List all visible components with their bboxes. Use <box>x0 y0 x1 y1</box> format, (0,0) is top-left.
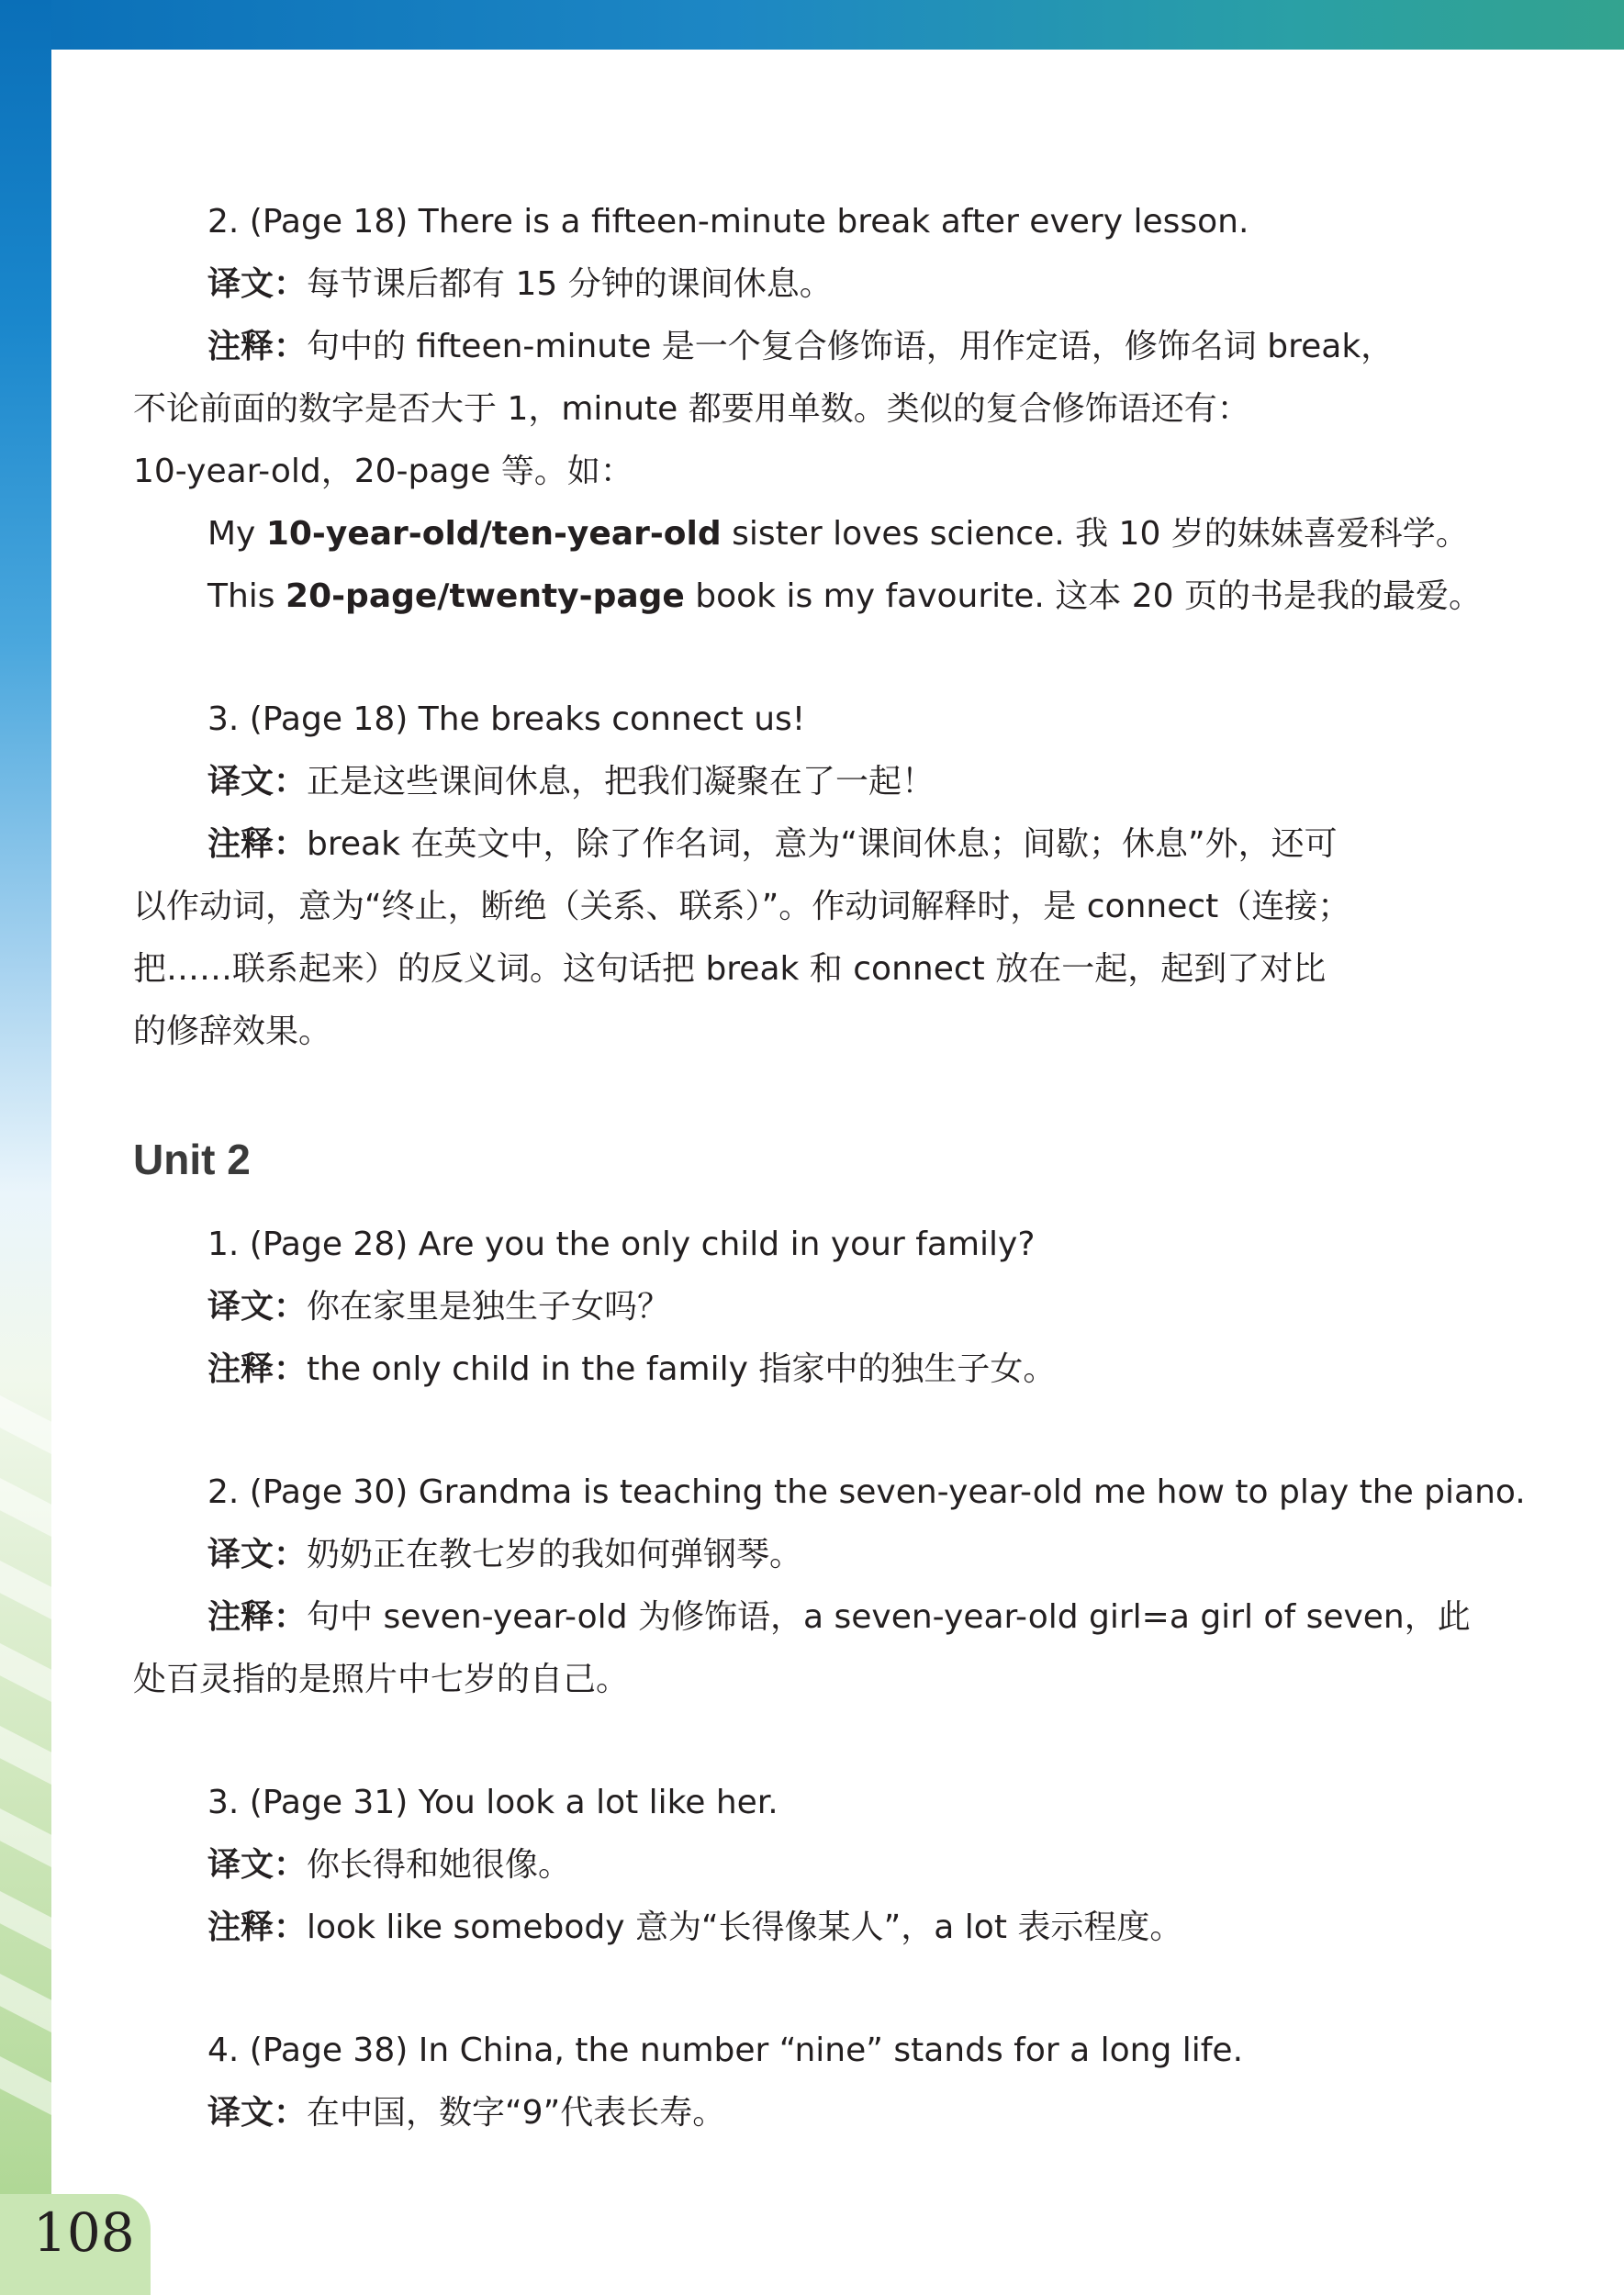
note-label: 注释： <box>207 328 308 365</box>
chevron-decoration <box>0 1974 51 2032</box>
note-text: 处百灵指的是照片中七岁的自己。 <box>133 1661 630 1698</box>
chevron-decoration <box>0 1726 51 1785</box>
translation-text: 你长得和她很像。 <box>307 1846 572 1884</box>
translation-label: 译文： <box>207 2094 308 2132</box>
translation-label: 译文： <box>207 1288 308 1326</box>
translation-text: 在中国，数字“9”代表长寿。 <box>307 2094 726 2132</box>
translation-label: 译文： <box>207 1536 308 1573</box>
example-text: This <box>207 577 286 615</box>
note-text: 10-year-old，20-page 等。如： <box>133 453 633 490</box>
example-text: book is my favourite. 这本 20 页的书是我的最爱。 <box>684 577 1483 615</box>
note-text: break 在英文中，除了作名词，意为“课间休息；间歇；休息”外，还可 <box>307 825 1338 863</box>
translation-label: 译文： <box>207 763 308 800</box>
top-decorative-band <box>0 0 1624 50</box>
note-text: the only child in the family 指家中的独生子女。 <box>307 1350 1057 1388</box>
note-label: 注释： <box>207 1598 308 1636</box>
chevron-decoration <box>0 1891 51 1950</box>
example-text: My <box>207 515 266 553</box>
translation-line <box>207 2091 725 2135</box>
note-label: 注释： <box>207 1909 308 1946</box>
left-decorative-band <box>0 0 51 2295</box>
question-text: 3. (Page 31) You look a lot like her. <box>207 1784 778 1821</box>
note-text: 句中 seven-year-old 为修饰语，a seven-year-old girl=a girl of seven，此 <box>307 1598 1471 1636</box>
note-line <box>207 823 1338 867</box>
question-text: 3. (Page 18) The breaks connect us! <box>207 700 806 738</box>
chevron-decoration <box>0 1643 51 1702</box>
note-line <box>207 1906 1182 1950</box>
question-text: 2. (Page 18) There is a fifteen-minute break after every lesson. <box>207 203 1249 241</box>
translation-line <box>207 263 833 307</box>
translation-line <box>207 760 935 804</box>
question-text: 1. (Page 28) Are you the only child in your family? <box>207 1226 1036 1263</box>
example-bold-text: 10-year-old/ten-year-old <box>265 515 722 553</box>
example-bold-text: 20-page/twenty-page <box>286 577 685 615</box>
chevron-decoration <box>0 1808 51 1867</box>
chevron-decoration <box>0 1561 51 1619</box>
question-text: 2. (Page 30) Grandma is teaching the seven-year-old me how to play the piano. <box>207 1473 1526 1511</box>
example-sentence <box>207 575 1482 619</box>
note-label: 注释： <box>207 1350 308 1388</box>
unit-heading: Unit 2 <box>133 1136 251 1183</box>
translation-line <box>207 1533 802 1577</box>
translation-text: 正是这些课间休息，把我们凝聚在了一起！ <box>307 763 935 800</box>
note-text: 句中的 fifteen-minute 是一个复合修饰语，用作定语，修饰名词 break， <box>307 328 1394 365</box>
note-line <box>207 325 1394 369</box>
note-text: 不论前面的数字是否大于 1，minute 都要用单数。类似的复合修饰语还有： <box>133 390 1250 428</box>
note-label: 注释： <box>207 825 308 863</box>
translation-label: 译文： <box>207 1846 308 1884</box>
note-text: 把……联系起来）的反义词。这句话把 break 和 connect 放在一起，起到了对比 <box>133 950 1327 988</box>
translation-line <box>207 1285 670 1329</box>
note-text: 以作动词，意为“终止，断绝（关系、联系）”。作动词解释时，是 connect（连接； <box>133 888 1351 925</box>
chevron-decoration <box>0 1478 51 1537</box>
translation-label: 译文： <box>207 265 308 303</box>
example-sentence <box>207 512 1469 556</box>
note-text: look like somebody 意为“长得像某人”，a lot 表示程度。 <box>307 1909 1183 1946</box>
translation-text: 你在家里是独生子女吗？ <box>307 1288 671 1326</box>
translation-text: 奶奶正在教七岁的我如何弹钢琴。 <box>307 1536 803 1573</box>
note-line <box>207 1595 1471 1640</box>
page-panel <box>51 50 1624 2295</box>
note-text: 的修辞效果。 <box>133 1013 332 1050</box>
example-text: sister loves science. 我 10 岁的妹妹喜爱科学。 <box>721 515 1469 553</box>
chevron-decoration <box>0 2056 51 2115</box>
page-number: 108 <box>33 2201 135 2264</box>
question-text: 4. (Page 38) In China, the number “nine” stands for a long life. <box>207 2032 1244 2069</box>
note-line <box>207 1348 1056 1392</box>
chevron-decoration <box>0 1395 51 1454</box>
translation-line <box>207 1843 571 1887</box>
translation-text: 每节课后都有 15 分钟的课间休息。 <box>307 265 833 303</box>
